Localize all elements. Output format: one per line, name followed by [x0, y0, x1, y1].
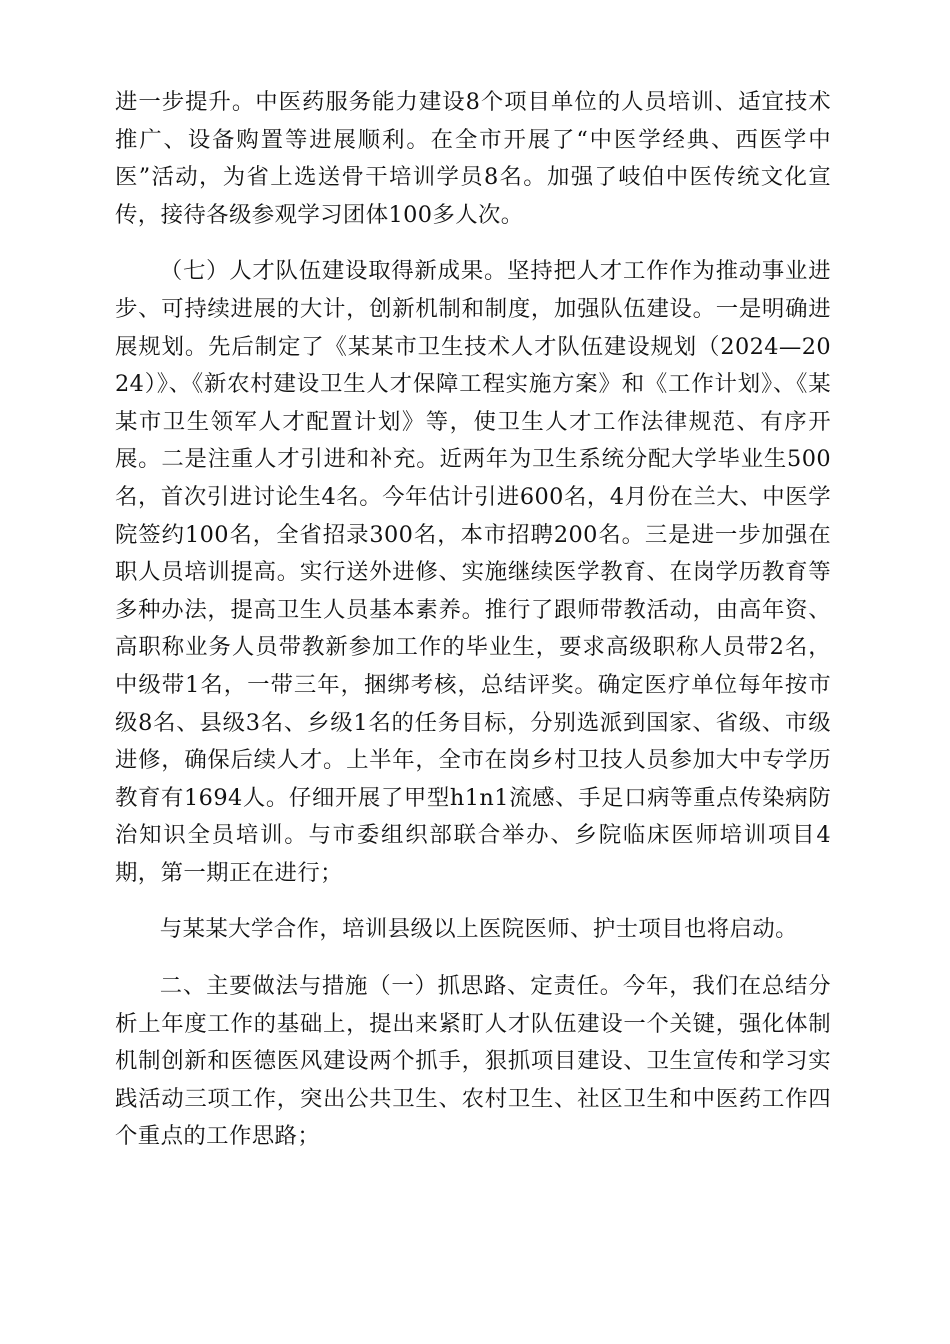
paragraph-4: 二、主要做法与措施（一）抓思路、定责任。今年，我们在总结分析上年度工作的基础上，提出来紧盯人才队伍建设一个关键，强化体制机制创新和医德医风建设两个抓手，狠抓项目建设、卫生宣传和学习实践活动三项工作，突出公共卫生、农村卫生、社区卫生和中医药工作四个重点的工作思路； — [115, 973, 831, 1150]
paragraph-2: （七）人才队伍建设取得新成果。坚持把人才工作作为推动事业进步、可持续进展的大计，创新机制和制度，加强队伍建设。一是明确进展规划。先后制定了《某某市卫生技术人才队伍建设规划（2024—2024）》、《新农村建设卫生人才保障工程实施方案》和《工作计划》、《某某市卫生领军人才配置计划》等，使卫生人才工作法律规范、有序开展。二是注重人才引进和补充。近两年为卫生系统分配大学毕业生500名，首次引进讨论生4名。今年估计引进600名，4月份在兰大、中医学院签约100名，全省招录300名，本市招聘200名。三是进一步加强在职人员培训提高。实行送外进修、实施继续医学教育、在岗学历教育等多种办法，提高卫生人员基本素养。推行了跟师带教活动，由高年资、高职称业务人员带教新参加工作的毕业生，要求高级职称人员带2名，中级带1名，一带三年，捆绑考核，总结评奖。确定医疗单位每年按市级8名、县级3名、乡级1名的任务目标，分别选派到国家、省级、市级进修，确保后续人才。上半年，全市在岗乡村卫技人员参加大中专学历教育有1694人。仔细开展了甲型h1n1流感、手足口病等重点传染病防治知识全员培训。与市委组织部联合举办、乡院临床医师培训项目4期，第一期正在进行； — [115, 258, 831, 886]
paragraph-1: 进一步提升。中医药服务能力建设8个项目单位的人员培训、适宜技术推广、设备购置等进展顺利。在全市开展了“中医学经典、西医学中医”活动，为省上选送骨干培训学员8名。加强了岐伯中医传统文化宣传，接待各级参观学习团体100多人次。 — [115, 89, 831, 228]
paragraph-3: 与某某大学合作，培训县级以上医院医师、护士项目也将启动。 — [159, 916, 798, 943]
document-body — [115, 84, 831, 1175]
